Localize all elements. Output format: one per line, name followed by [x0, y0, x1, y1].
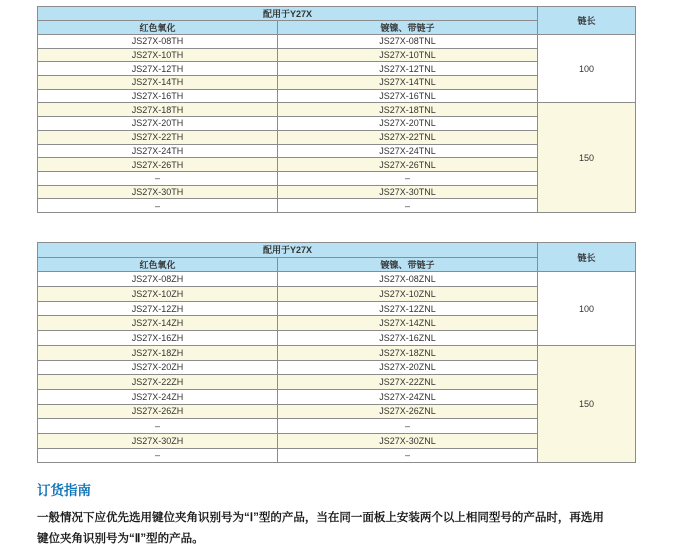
- part-number-cell: –: [278, 419, 538, 434]
- part-number-cell: –: [38, 419, 278, 434]
- part-number-cell: JS27X-18ZNL: [278, 345, 538, 360]
- part-number-cell: JS27X-30ZNL: [278, 433, 538, 448]
- order-table: [37, 6, 636, 213]
- chain-length-header-cell: 链长: [538, 7, 636, 35]
- chain-length-value-cell: 100: [538, 272, 636, 345]
- part-number-cell: JS27X-30TH: [38, 185, 278, 199]
- part-number-cell: JS27X-16TNL: [278, 89, 538, 103]
- part-number-cell: JS27X-26ZNL: [278, 404, 538, 419]
- part-number-cell: JS27X-18TH: [38, 103, 278, 117]
- part-number-cell: JS27X-22TH: [38, 130, 278, 144]
- chain-length-value-cell: 150: [538, 345, 636, 463]
- part-number-cell: JS27X-22ZH: [38, 375, 278, 390]
- part-number-cell: JS27X-12TNL: [278, 62, 538, 76]
- part-number-cell: JS27X-24TNL: [278, 144, 538, 158]
- order-table-zh-series: [37, 242, 636, 463]
- part-number-cell: JS27X-10ZH: [38, 287, 278, 302]
- column-header-red-oxide: 红色氧化: [38, 21, 278, 35]
- column-header-red-oxide: 红色氧化: [38, 257, 278, 272]
- table-row: [38, 35, 636, 49]
- part-number-cell: JS27X-14ZNL: [278, 316, 538, 331]
- chain-length-header-cell: 链长: [538, 243, 636, 272]
- part-number-cell: JS27X-30TNL: [278, 185, 538, 199]
- column-header-nickel-chain: 镀镍、带链子: [278, 21, 538, 35]
- part-number-cell: JS27X-18TNL: [278, 103, 538, 117]
- part-number-cell: JS27X-10TNL: [278, 48, 538, 62]
- part-number-cell: JS27X-20TH: [38, 117, 278, 131]
- part-number-cell: JS27X-20ZNL: [278, 360, 538, 375]
- part-number-cell: –: [38, 171, 278, 185]
- table-title-cell: 配用于Y27X: [38, 243, 538, 258]
- ordering-guide-heading: 订货指南: [37, 483, 91, 498]
- part-number-cell: JS27X-08TNL: [278, 35, 538, 49]
- part-number-cell: JS27X-14TH: [38, 76, 278, 90]
- part-number-cell: JS27X-08ZNL: [278, 272, 538, 287]
- part-number-cell: –: [38, 448, 278, 463]
- part-number-cell: JS27X-20ZH: [38, 360, 278, 375]
- table-row: [38, 345, 636, 360]
- column-header-nickel-chain: 镀镍、带链子: [278, 257, 538, 272]
- ordering-guide-section: [37, 483, 667, 550]
- part-number-cell: JS27X-14ZH: [38, 316, 278, 331]
- part-number-cell: JS27X-10ZNL: [278, 287, 538, 302]
- part-number-cell: JS27X-20TNL: [278, 117, 538, 131]
- part-number-cell: JS27X-22TNL: [278, 130, 538, 144]
- order-table: [37, 242, 636, 463]
- table-row: [38, 272, 636, 287]
- table-title-cell: 配用于Y27X: [38, 7, 538, 21]
- order-table-th-series: [37, 6, 636, 213]
- part-number-cell: JS27X-30ZH: [38, 433, 278, 448]
- part-number-cell: JS27X-12ZH: [38, 301, 278, 316]
- part-number-cell: JS27X-22ZNL: [278, 375, 538, 390]
- chain-length-value-cell: 100: [538, 35, 636, 103]
- part-number-cell: –: [278, 448, 538, 463]
- part-number-cell: JS27X-12TH: [38, 62, 278, 76]
- chain-length-value-cell: 150: [538, 103, 636, 213]
- part-number-cell: –: [278, 171, 538, 185]
- part-number-cell: JS27X-16TH: [38, 89, 278, 103]
- part-number-cell: JS27X-24ZH: [38, 389, 278, 404]
- part-number-cell: JS27X-08TH: [38, 35, 278, 49]
- ordering-guide-text-line1: 一般情况下应优先选用键位夹角识别号为“Ⅰ”型的产品，当在同一面板上安装两个以上相同型号的产品时，再选用: [37, 512, 604, 524]
- part-number-cell: JS27X-26ZH: [38, 404, 278, 419]
- part-number-cell: JS27X-24ZNL: [278, 389, 538, 404]
- part-number-cell: –: [278, 199, 538, 213]
- table-row: [38, 103, 636, 117]
- ordering-guide-text-line2: 键位夹角识别号为“Ⅱ”型的产品。: [37, 533, 204, 545]
- part-number-cell: JS27X-26TH: [38, 158, 278, 172]
- part-number-cell: JS27X-16ZNL: [278, 331, 538, 346]
- part-number-cell: JS27X-14TNL: [278, 76, 538, 90]
- part-number-cell: JS27X-12ZNL: [278, 301, 538, 316]
- part-number-cell: JS27X-24TH: [38, 144, 278, 158]
- part-number-cell: JS27X-08ZH: [38, 272, 278, 287]
- part-number-cell: JS27X-18ZH: [38, 345, 278, 360]
- part-number-cell: JS27X-16ZH: [38, 331, 278, 346]
- part-number-cell: JS27X-10TH: [38, 48, 278, 62]
- part-number-cell: –: [38, 199, 278, 213]
- part-number-cell: JS27X-26TNL: [278, 158, 538, 172]
